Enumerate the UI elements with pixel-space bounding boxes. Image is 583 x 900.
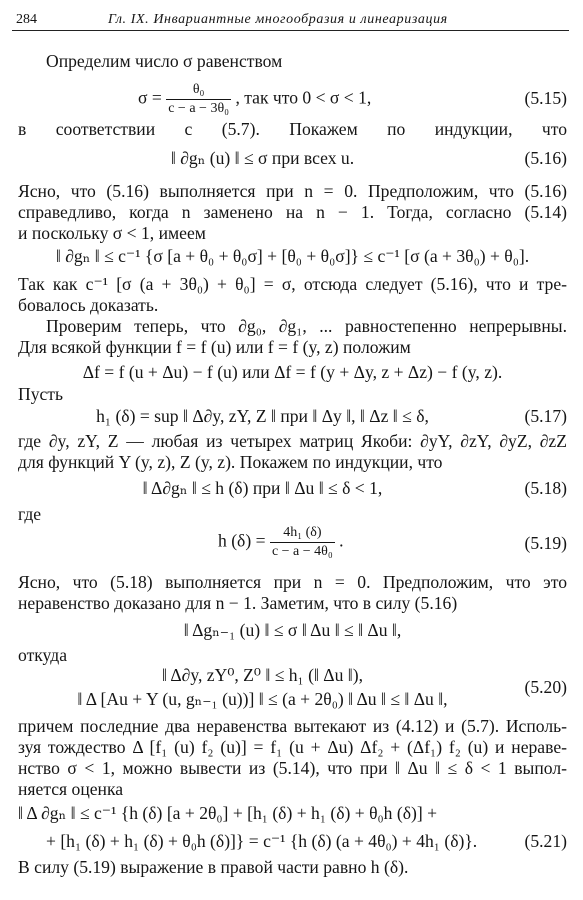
equation-line: + [h₁ (δ) + h₁ (δ) + θ₀h (δ)]} = c⁻¹ {h (δ) (a + 4θ₀) + 4h₁ (δ)}.	[46, 831, 478, 851]
text-line: откуда	[18, 645, 68, 665]
equation-number: (5.19)	[524, 533, 567, 553]
equation-5-19	[18, 524, 567, 560]
text-line: неравенство доказано для n − 1. Заметим, что в силу (5.16)	[18, 593, 458, 613]
equation-5-21	[18, 802, 567, 850]
text-line: нство σ < 1, можно вывести из (5.14), что при ‖ Δu ‖ ≤ δ < 1 выпол-	[18, 758, 567, 778]
equation-5-15	[18, 81, 567, 115]
page-number: 284	[16, 12, 37, 27]
equation-5-20	[18, 664, 567, 712]
equation-number: (5.15)	[524, 88, 567, 108]
text-line: Пусть	[18, 384, 64, 404]
equation-body: h₁ (δ) = sup ‖ Δ∂y, zY, Z ‖ при ‖ Δy ‖, ‖ Δz ‖ ≤ δ,	[96, 406, 429, 426]
text-line: бовалось доказать.	[18, 295, 159, 315]
equation-line: ‖ Δ∂y, zY⁰, Z⁰ ‖ ≤ h₁ (‖ Δu ‖),	[161, 665, 363, 685]
fraction-denominator: c − a − 3θ₀	[168, 101, 230, 116]
text-line: Для всякой функции f = f (u) или f = f (y, z) положим	[18, 337, 411, 357]
text-line: Так как c⁻¹ [σ (a + 3θ₀) + θ₀] = σ, отсюда следует (5.16), что и тре-	[18, 274, 567, 294]
text-line: Проверим теперь, что ∂g₀, ∂g₁, ... равностепенно непрерывны.	[46, 316, 567, 336]
text-line: Определим число σ равенством	[46, 51, 283, 71]
fraction-numerator: θ₀	[192, 82, 205, 97]
fraction	[166, 81, 231, 118]
equation-number: (5.20)	[524, 677, 567, 697]
equation-lhs: σ =	[138, 87, 162, 108]
text-line: где ∂y, zY, Z — любая из четырех матриц Якоби: ∂yY, ∂zY, ∂yZ, ∂zZ	[18, 431, 567, 451]
text-line: справедливо, когда n заменено на n − 1. Тогда, согласно (5.14)	[18, 202, 567, 222]
running-title: Гл. IX. Инвариантные многообразия и линеаризация	[108, 12, 448, 27]
text-line: В силу (5.19) выражение в правой части равно h (δ).	[18, 857, 409, 877]
text-line: и поскольку σ < 1, имеем	[18, 223, 206, 243]
fraction-numerator: 4h₁ (δ)	[283, 525, 322, 540]
equation-line: ‖ Δ [Au + Y (u, gₙ₋₁ (u))] ‖ ≤ (a + 2θ₀) ‖ Δu ‖ ≤ ‖ Δu ‖,	[77, 689, 448, 709]
fraction-denominator: c − a − 4θ₀	[271, 544, 333, 559]
text-line: в соответствии с (5.7). Покажем по индукции, что	[18, 119, 567, 139]
text-line: Ясно, что (5.16) выполняется при n = 0. Предположим, что (5.16)	[18, 181, 567, 201]
text-line: Ясно, что (5.18) выполняется при n = 0. Предположим, что это	[18, 572, 567, 592]
text-line: для функций Y (y, z), Z (y, z). Покажем по индукции, что	[18, 452, 443, 472]
equation-line: ‖ Δ ∂gₙ ‖ ≤ c⁻¹ {h (δ) [a + 2θ₀] + [h₁ (δ) + h₁ (δ) + θ₀h (δ)] +	[18, 803, 438, 823]
equation-body: ‖ Δ∂gₙ ‖ ≤ h (δ) при ‖ Δu ‖ ≤ δ < 1,	[142, 478, 383, 498]
running-header	[12, 8, 569, 31]
equation-body: ‖ ∂gₙ ‖ ≤ c⁻¹ {σ [a + θ₀ + θ₀σ] + [θ₀ + θ₀σ]} ≤ c⁻¹ [σ (a + 3θ₀) + θ₀].	[55, 246, 530, 266]
equation-rhs: , так что 0 < σ < 1,	[235, 87, 372, 108]
text-line: причем последние два неравенства вытекают из (4.12) и (5.7). Исполь-	[18, 716, 567, 736]
equation-body: ‖ ∂gₙ (u) ‖ ≤ σ при всех u.	[170, 148, 355, 168]
text-line: где	[18, 504, 42, 524]
equation-body: Δf = f (u + Δu) − f (u) или Δf = f (y + Δy, z + Δz) − f (y, z).	[82, 362, 503, 382]
equation-number: (5.18)	[524, 478, 567, 498]
text-line: зуя тождество Δ [f₁ (u) f₂ (u)] = f₁ (u + Δu) Δf₂ + (Δf₁) f₂ (u) и нераве-	[18, 737, 567, 757]
equation-number: (5.17)	[524, 406, 567, 426]
fraction	[270, 524, 335, 561]
equation-body: ‖ Δgₙ₋₁ (u) ‖ ≤ σ ‖ Δu ‖ ≤ ‖ Δu ‖,	[183, 620, 402, 640]
equation-number: (5.21)	[524, 831, 567, 851]
equation-number: (5.16)	[524, 148, 567, 168]
text-line: няется оценка	[18, 779, 124, 799]
equation-lhs: h (δ) =	[218, 530, 266, 551]
equation-rhs: .	[339, 530, 344, 551]
